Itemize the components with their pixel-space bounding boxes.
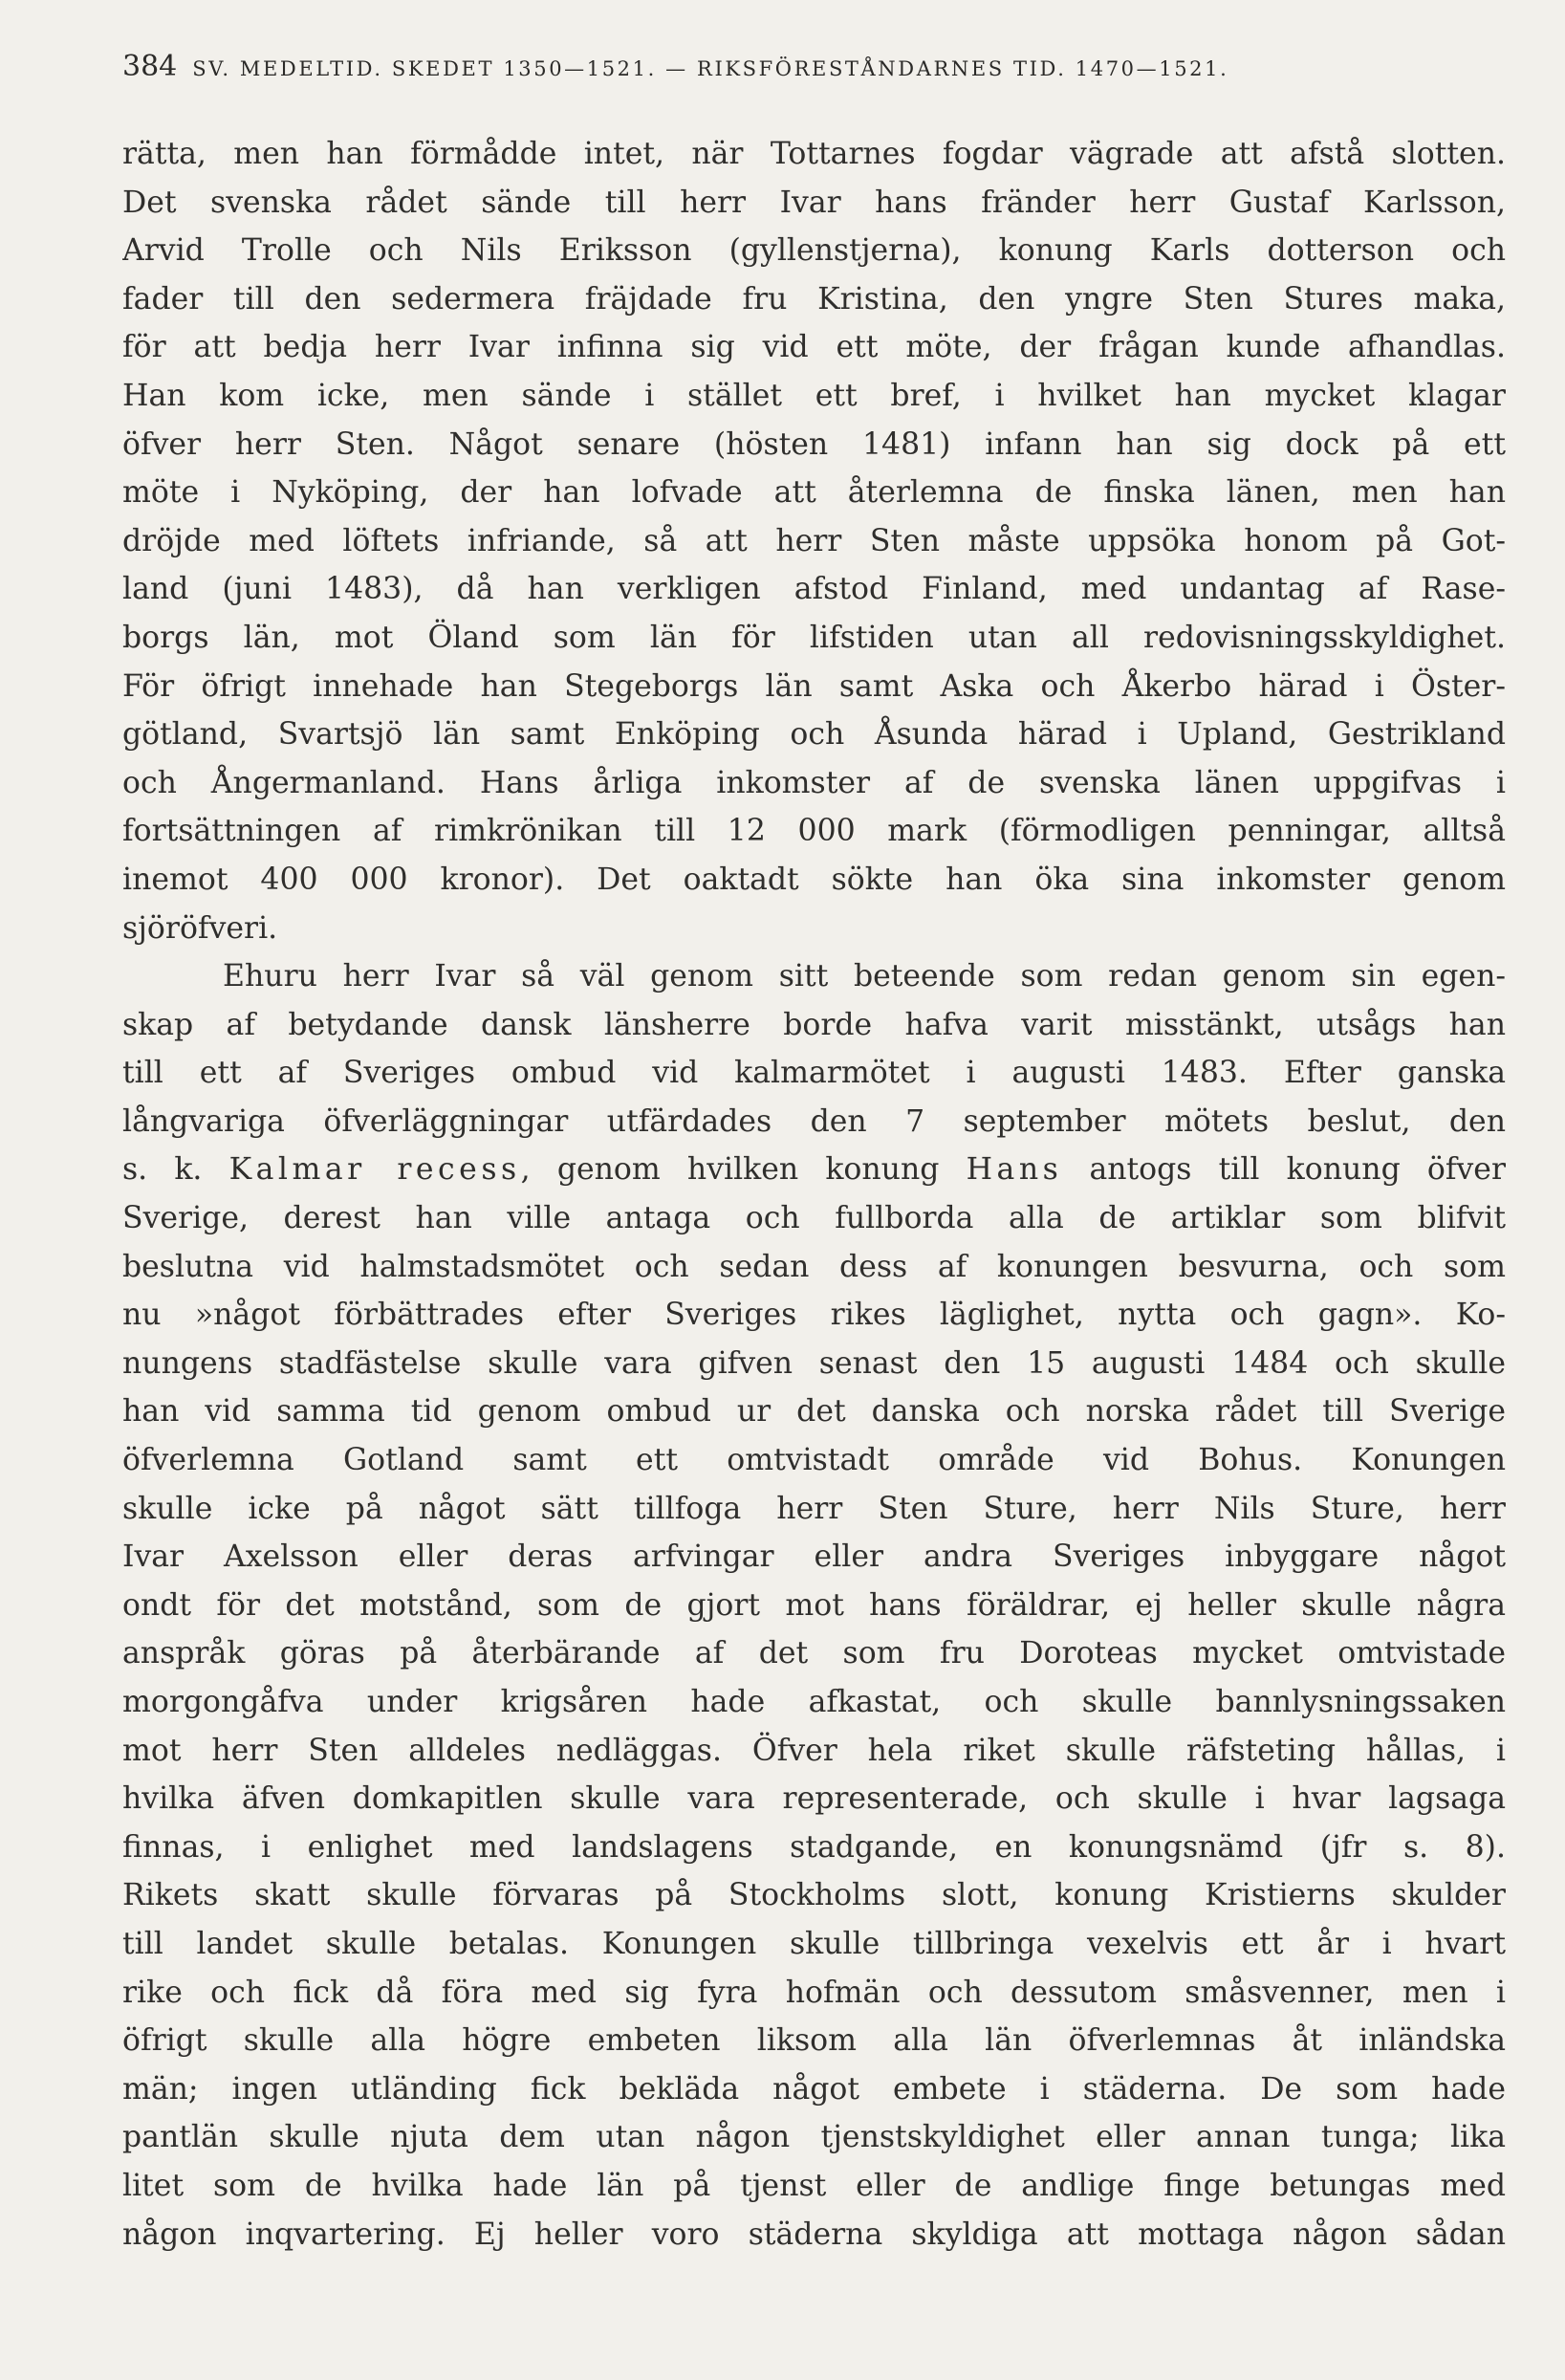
text-line: för att bedja herr Ivar infinna sig vid ett möte, der frågan kunde afhandlas. xyxy=(122,330,1506,365)
text-line: mot herr Sten alldeles nedläggas. Öfver hela riket skulle räfsteting hållas, i xyxy=(122,1733,1506,1768)
text-line: och Ångermanland. Hans årliga inkomster af de svenska länen uppgifvas i xyxy=(122,765,1506,800)
spaced-term-hans: Hans xyxy=(966,1152,1063,1188)
text-line: fader till den sedermera fräjdade fru Kristina, den yngre Sten Stures maka, xyxy=(122,281,1506,317)
text-line: Det svenska rådet sände till herr Ivar hans fränder herr Gustaf Karlsson, xyxy=(122,185,1506,220)
text-line: till landet skulle betalas. Konungen skulle tillbringa vexelvis ett år i hvart xyxy=(122,1926,1506,1961)
text-line: skulle icke på något sätt tillfoga herr Sten Sture, herr Nils Sture, herr xyxy=(122,1491,1506,1526)
text-line: rike och fick då föra med sig fyra hofmän och dessutom småsvenner, men i xyxy=(122,1975,1506,2010)
text-line: till ett af Sveriges ombud vid kalmarmötet i augusti 1483. Efter ganska xyxy=(122,1056,1506,1091)
text-line: litet som de hvilka hade län på tjenst eller de andlige finge betungas med xyxy=(122,2168,1506,2203)
text-line: anspråk göras på återbärande af det som fru Doroteas mycket omtvistade xyxy=(122,1636,1506,1671)
text-line: öfver herr Sten. Något senare (hösten 1481) infann han sig dock på ett xyxy=(122,426,1506,462)
text-line: Rikets skatt skulle förvaras på Stockholms slott, konung Kristierns skulder xyxy=(122,1878,1506,1913)
text-line: öfverlemna Gotland samt ett omtvistadt område vid Bohus. Konungen xyxy=(122,1443,1506,1478)
text-line-emphasis xyxy=(122,1146,1506,1194)
running-head xyxy=(122,50,1509,88)
text-line: götland, Svartsjö län samt Enköping och Åsunda härad i Upland, Gestrikland xyxy=(122,717,1506,753)
text-line: sjöröfveri. xyxy=(122,910,278,946)
text-line: finnas, i enlighet med landslagens stadgande, en konungsnämd (jfr s. 8). xyxy=(122,1829,1506,1865)
page-number: 384 xyxy=(122,50,178,83)
text-line: rätta, men han förmådde intet, när Tottarnes fogdar vägrade att afstå slotten. xyxy=(122,137,1506,171)
text-run: antogs till konung öfver xyxy=(1062,1152,1506,1188)
text-line: Han kom icke, men sände i stället ett bref, i hvilket han mycket klagar xyxy=(122,378,1506,413)
text-line: hvilka äfven domkapitlen skulle vara representerade, och skulle i hvar lagsaga xyxy=(122,1781,1506,1817)
text-line: han vid samma tid genom ombud ur det danska och norska rådet till Sverige xyxy=(122,1394,1506,1430)
text-line: land (juni 1483), då han verkligen afstod Finland, med undantag af Rase- xyxy=(122,572,1506,607)
text-line: Arvid Trolle och Nils Eriksson (gyllenstjerna), konung Karls dotterson och xyxy=(122,233,1506,269)
text-line: långvariga öfverläggningar utfärdades den 7 september mötets beslut, den xyxy=(122,1103,1506,1139)
text-line: någon inqvartering. Ej heller voro städerna skyldiga att mottaga någon sådan xyxy=(122,2216,1506,2252)
text-line: pantlän skulle njuta dem utan någon tjenstskyldighet eller annan tunga; lika xyxy=(122,2120,1506,2155)
spaced-term-kalmar-recess: Kalmar recess xyxy=(228,1152,521,1188)
text-line: För öfrigt innehade han Stegeborgs län samt Aska och Åkerbo härad i Öster- xyxy=(122,668,1506,704)
text-line: beslutna vid halmstadsmötet och sedan dess af konungen besvurna, och som xyxy=(122,1249,1506,1284)
text-line: dröjde med löftets infriande, så att herr Sten måste uppsöka honom på Got- xyxy=(122,523,1506,558)
text-line: Ehuru herr Ivar så väl genom sitt beteende som redan genom sin egen- xyxy=(223,959,1506,994)
text-line: inemot 400 000 kronor). Det oaktadt sökte han öka sina inkomster genom xyxy=(122,862,1506,897)
text-line: fortsättningen af rimkrönikan till 12 000 mark (förmodligen penningar, alltså xyxy=(122,814,1506,849)
text-line: öfrigt skulle alla högre embeten liksom alla län öfverlemnas åt inländska xyxy=(122,2023,1506,2059)
text-line: morgongåfva under krigsåren hade afkastat, och skulle bannlysningssaken xyxy=(122,1685,1506,1719)
text-run: s. k. xyxy=(122,1152,229,1188)
running-head-title: SV. MEDELTID. SKEDET 1350—1521. — RIKSFÖRESTÅNDARNES TID. 1470—1521. xyxy=(192,57,1229,80)
text-line: nu »något förbättrades efter Sveriges rikes läglighet, nytta och gagn». Ko- xyxy=(122,1298,1506,1333)
text-line: Sverige, derest han ville antaga och fullborda alla de artiklar som blifvit xyxy=(122,1201,1506,1236)
text-line: ondt för det motstånd, som de gjort mot hans föräldrar, ej heller skulle några xyxy=(122,1587,1506,1623)
text-line: borgs län, mot Öland som län för lifstiden utan all redovisningsskyldighet. xyxy=(122,620,1506,655)
text-line: skap af betydande dansk länsherre borde hafva varit misstänkt, utsågs han xyxy=(122,1007,1506,1042)
text-line: män; ingen utländing fick bekläda något embete i städerna. De som hade xyxy=(122,2071,1506,2107)
text-run: , genom hvilken konung xyxy=(520,1152,967,1188)
body-text xyxy=(122,130,1506,2259)
text-line: nungens stadfästelse skulle vara gifven senast den 15 augusti 1484 och skulle xyxy=(122,1345,1506,1381)
text-line: Ivar Axelsson eller deras arfvingar eller andra Sveriges inbyggare något xyxy=(122,1539,1506,1575)
text-line: möte i Nyköping, der han lofvade att återlemna de finska länen, men han xyxy=(122,475,1506,511)
